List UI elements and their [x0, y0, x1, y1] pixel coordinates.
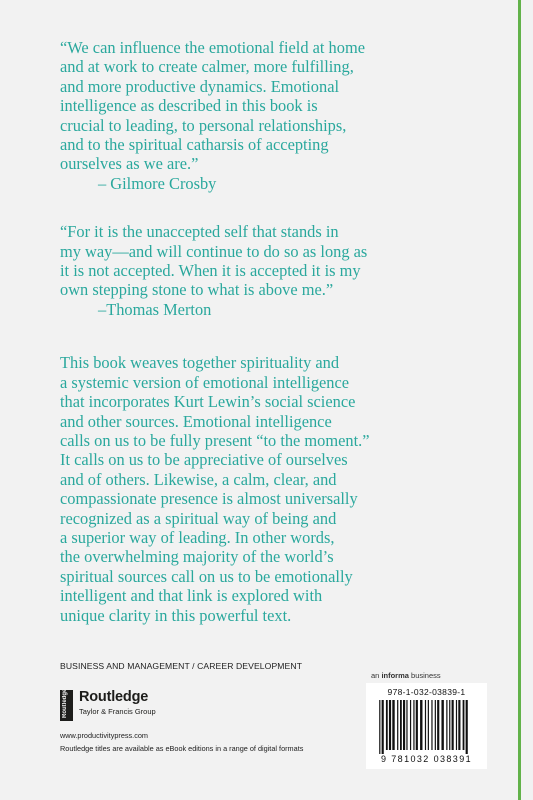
subject-category: BUSINESS AND MANAGEMENT / CAREER DEVELOPMENT [60, 661, 303, 671]
barcode-bar [420, 700, 422, 750]
routledge-logo [60, 690, 180, 724]
barcode-bar [379, 700, 380, 754]
barcode-bar [449, 700, 450, 750]
barcode-bar [389, 700, 391, 750]
barcode-bar [452, 700, 454, 750]
barcode-bar [400, 700, 402, 750]
barcode-bar [416, 700, 418, 750]
informa-suffix: business [411, 671, 441, 680]
quote-1-text: “We can influence the emotional field at home and at work to create calmer, more fulfilling, and more productive dynamics. Emotional intelligence as described in this book is crucial to leading, to personal relationships, and to the spiritual catharsis of accepting ourselves as we are.” [60, 38, 365, 174]
logo-mark-text: Routledge [62, 688, 68, 718]
barcode-bar [413, 700, 414, 750]
isbn-text: 978-1-032-03839-1 [387, 687, 466, 697]
barcode-bar [428, 700, 429, 750]
informa-prefix: an [371, 671, 380, 680]
ebook-availability-note: Routledge titles are available as eBook editions in a range of digital formats [60, 744, 304, 753]
barcode-bar [431, 700, 432, 750]
barcode-bar [397, 700, 398, 750]
publisher-name: Routledge [79, 689, 149, 705]
barcode-bar [410, 700, 411, 750]
barcode-bar [446, 700, 447, 750]
cover-text [60, 38, 490, 625]
barcode-bar [463, 700, 465, 750]
barcode-bar [456, 700, 457, 750]
routledge-logo-mark-icon [60, 690, 73, 721]
quote-2-attribution: –Thomas Merton [98, 299, 212, 319]
barcode-bar [386, 700, 388, 750]
barcode-bar [403, 700, 405, 750]
barcode-panel [366, 683, 487, 769]
quote-2-text: “For it is the unaccepted self that stands in my way—and will continue to do so as long as it is not accepted. When it is accepted it is my own stepping stone to what is above me.” [60, 222, 368, 300]
barcode-bar [437, 700, 439, 750]
barcode-bar [406, 700, 407, 750]
barcode-bars-icon [378, 700, 475, 754]
barcode-bar [392, 700, 394, 750]
publisher-website: www.productivitypress.com [60, 731, 148, 740]
barcode-bar [441, 700, 443, 750]
barcode-number: 9 781032 038391 [380, 754, 473, 764]
barcode-bar [435, 700, 436, 750]
barcode-bar [458, 700, 460, 750]
informa-business-tag [371, 671, 441, 680]
quote-1-attribution: – Gilmore Crosby [98, 173, 217, 193]
barcode-bar [382, 700, 384, 754]
barcode-bar [425, 700, 426, 750]
barcode-bar [466, 700, 468, 754]
informa-brand: informa [381, 671, 409, 680]
book-description: This book weaves together spirituality and a systemic version of emotional intelligence that incorporates Kurt Lewin’s social science and other sources. Emotional intelligence calls on us to be fully present “to the moment.” It calls on us to be appreciative of ourselves and of others. Likewise, a calm, clear, and compassionate presence is almost universally recognized as a spiritual way of being and a superior way of leading. In other words, the overwhelming majority of the world’s spiritual sources call on us to be emotionally intelligent and that link is explored with unique clarity in this powerful text. [60, 353, 370, 625]
spine-accent-line [518, 0, 521, 800]
publisher-group: Taylor & Francis Group [79, 707, 156, 716]
